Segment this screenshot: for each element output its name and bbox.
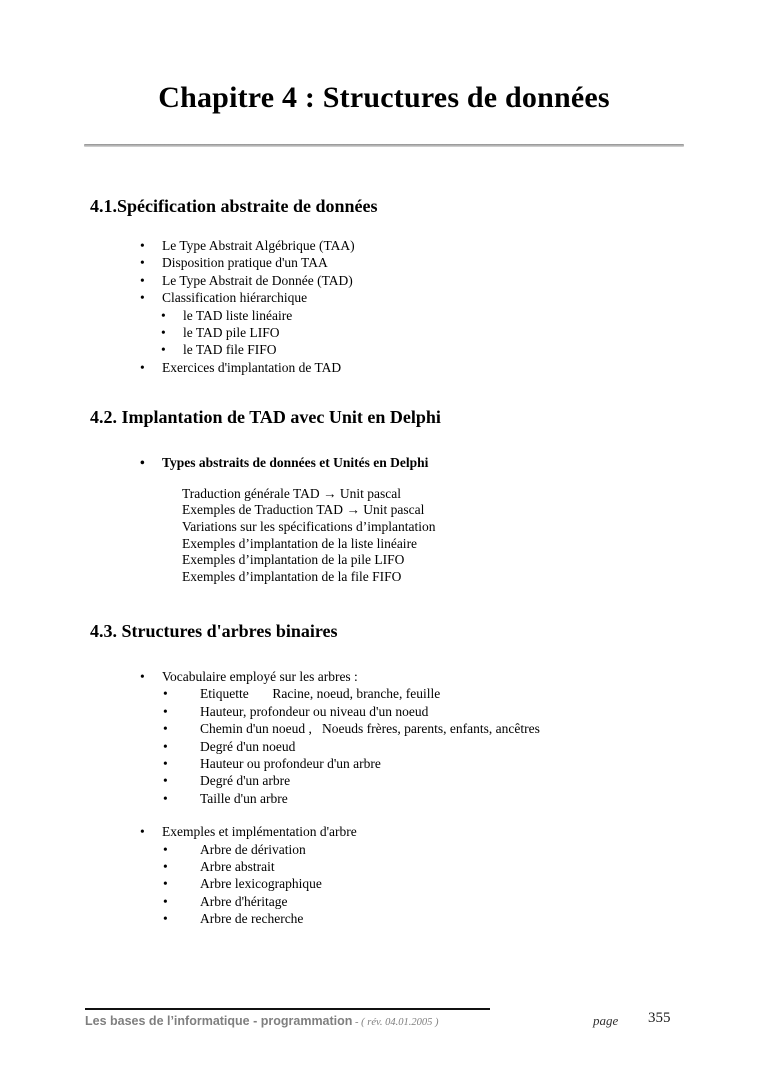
- text-line: Exemples de Traduction TAD → Unit pascal: [182, 502, 425, 518]
- list-item: [163, 893, 768, 910]
- list-item-text: Degré d'un arbre: [200, 773, 291, 789]
- list-item: [163, 720, 768, 737]
- bullet-icon: •: [140, 238, 145, 253]
- bullet-icon: •: [163, 721, 168, 737]
- bullet-icon: •: [163, 841, 168, 857]
- bullet-icon: •: [140, 272, 145, 288]
- section-heading-4-2: 4.2. Implantation de TAD avec Unit en Delphi: [90, 407, 441, 428]
- footer-page-number: 355: [648, 1010, 671, 1026]
- list-item-text: le TAD pile LIFO: [183, 325, 280, 341]
- bullet-icon: •: [161, 342, 166, 358]
- text-line: Exemples d’implantation de la pile LIFO: [182, 552, 405, 568]
- list-item-text: Exemples et implémentation d'arbre: [162, 824, 357, 840]
- footer-left: [85, 1008, 490, 1028]
- text-line: Exemples d’implantation de la file FIFO: [182, 569, 402, 585]
- list-item-text: Arbre abstrait: [200, 858, 275, 874]
- section-heading-4-3: 4.3. Structures d'arbres binaires: [90, 620, 338, 641]
- list-item: [163, 910, 768, 927]
- list-item-text: Chemin d'un noeud , Noeuds frères, parents, enfants, ancêtres: [200, 721, 540, 737]
- bullet-icon: •: [163, 738, 168, 754]
- list-item-text: le TAD file FIFO: [183, 342, 277, 358]
- list-item: [140, 237, 768, 254]
- list-item: [163, 772, 768, 789]
- list-item-text: Hauteur ou profondeur d'un arbre: [200, 755, 381, 771]
- section-4-3-vocab-list: [0, 685, 768, 807]
- list-item: [163, 703, 768, 720]
- text-line: Exemples d’implantation de la liste linéaire: [182, 535, 418, 551]
- bullet-icon: •: [163, 755, 168, 771]
- text-line: Traduction générale TAD → Unit pascal: [182, 485, 401, 501]
- bullet-icon: •: [163, 703, 168, 719]
- list-item: [140, 668, 768, 685]
- list-item: [163, 685, 768, 702]
- bullet-icon: •: [140, 824, 145, 840]
- list-item-text: Arbre d'héritage: [200, 893, 288, 909]
- list-item-text: le TAD liste linéaire: [183, 307, 293, 323]
- section-heading-4-1: 4.1.Spécification abstraite de données: [90, 196, 378, 216]
- list-item-text: Le Type Abstrait de Donnée (TAD): [162, 272, 353, 288]
- bullet-icon: •: [140, 290, 145, 306]
- list-item-text: Etiquette Racine, noeud, branche, feuille: [200, 686, 441, 702]
- title-divider: [84, 144, 684, 147]
- list-item-text: Exercices d'implantation de TAD: [162, 359, 342, 375]
- list-item-text: Taille d'un arbre: [200, 790, 288, 806]
- list-item-text: Arbre lexicographique: [200, 876, 322, 892]
- list-item: [163, 875, 768, 892]
- list-item-text: Hauteur, profondeur ou niveau d'un noeud: [200, 703, 429, 719]
- bullet-icon: •: [163, 686, 168, 702]
- list-item: [163, 841, 768, 858]
- bullet-icon: •: [163, 876, 168, 892]
- list-item: [140, 359, 768, 376]
- bullet-icon: •: [163, 911, 168, 927]
- section-4-1-list: [0, 237, 768, 376]
- bullet-icon: •: [140, 255, 145, 271]
- list-item-text: Types abstraits de données et Unités en Delphi: [162, 455, 429, 471]
- bullet-icon: •: [140, 455, 145, 471]
- bullet-icon: •: [163, 893, 168, 909]
- list-item-text: Classification hiérarchique: [162, 290, 308, 306]
- list-item-text: Arbre de recherche: [200, 911, 304, 927]
- list-item: [163, 738, 768, 755]
- list-item-text: Vocabulaire employé sur les arbres :: [162, 668, 358, 684]
- bullet-icon: •: [163, 790, 168, 806]
- bullet-icon: •: [161, 325, 166, 341]
- footer-page-label: page: [593, 1013, 619, 1028]
- document-page: [0, 80, 768, 1074]
- list-item: [140, 823, 768, 840]
- section-4-3-examples-list: [0, 841, 768, 928]
- list-item-text: Degré d'un noeud: [200, 738, 296, 754]
- bullet-icon: •: [163, 858, 168, 874]
- list-item-text: Disposition pratique d'un TAA: [162, 255, 328, 271]
- list-item: [140, 289, 768, 306]
- section-4-2-lines: [182, 486, 768, 586]
- list-item: [161, 307, 768, 324]
- list-item: [140, 254, 768, 271]
- bullet-icon: •: [163, 773, 168, 789]
- footer-revision: - ( rév. 04.01.2005 ): [352, 1017, 439, 1028]
- list-item-text: Arbre de dérivation: [200, 841, 306, 857]
- bullet-icon: •: [140, 668, 145, 684]
- list-item: [163, 755, 768, 772]
- bullet-icon: •: [161, 307, 166, 323]
- list-item: [161, 324, 768, 341]
- list-item: [163, 858, 768, 875]
- list-item: [163, 790, 768, 807]
- list-item: [161, 341, 768, 358]
- page-title: Chapitre 4 : Structures de données: [158, 81, 610, 114]
- list-item: [140, 454, 768, 471]
- bullet-icon: •: [140, 359, 145, 375]
- footer-course-title: Les bases de l’informatique - programmation: [85, 1014, 353, 1028]
- list-item-text: Le Type Abstrait Algébrique (TAA): [162, 238, 355, 253]
- text-line: Variations sur les spécifications d’implantation: [182, 519, 436, 535]
- list-item: [140, 272, 768, 289]
